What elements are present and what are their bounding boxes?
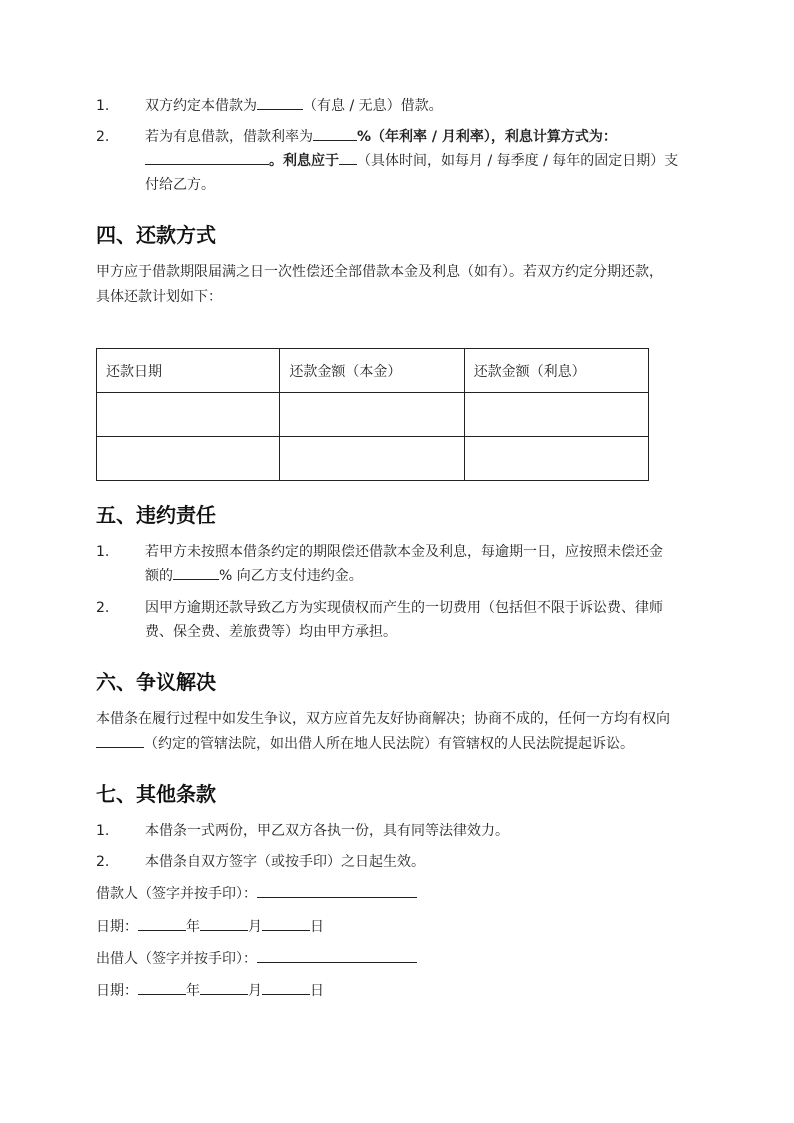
item-text: % 向乙方支付违约金。	[219, 568, 363, 584]
signature-field[interactable]	[257, 883, 417, 898]
interest-item-1	[96, 94, 700, 118]
item-text: 因甲方逾期还款导致乙方为实现债权而产生的一切费用（包括但不限于诉讼费、律师	[145, 600, 663, 616]
liability-item-1	[96, 540, 700, 588]
item-number: 1.	[96, 823, 110, 839]
blank-field	[257, 95, 303, 110]
signature-label: 借款人（签字并按手印）：	[96, 886, 257, 902]
item-text: （具体时间，如每月 / 每季度 / 每年的固定日期）支	[357, 153, 679, 169]
blank-field	[339, 150, 357, 165]
lender-signature-line	[96, 948, 417, 970]
section-title-other: 七、其他条款	[96, 782, 216, 806]
section-title-repayment: 四、还款方式	[96, 223, 216, 247]
item-text: 付给乙方。	[145, 177, 215, 193]
day-label: 日	[310, 983, 324, 999]
year-field[interactable]	[138, 980, 186, 995]
repayment-table	[96, 348, 649, 481]
signature-field[interactable]	[257, 948, 417, 963]
other-item-2	[96, 850, 700, 874]
item-number: 2.	[96, 600, 110, 616]
dispute-paragraph	[96, 707, 700, 757]
day-field[interactable]	[262, 980, 310, 995]
paragraph-line: 甲方应于借款期限届满之日一次性偿还全部借款本金及利息（如有）。若双方约定分期还款，	[96, 264, 663, 280]
year-label: 年	[186, 919, 200, 935]
table-header-cell: 还款日期	[97, 349, 280, 393]
item-text: 本借条自双方签字（或按手印）之日起生效。	[145, 854, 425, 870]
liability-item-2	[96, 596, 700, 644]
month-field[interactable]	[200, 980, 248, 995]
item-number: 2.	[96, 854, 110, 870]
date-label: 日期：	[96, 919, 138, 935]
table-header-cell: 还款金额（本金）	[280, 349, 464, 393]
item-number: 1.	[96, 98, 110, 114]
table-cell[interactable]	[464, 437, 648, 481]
month-label: 月	[248, 919, 262, 935]
lender-date-line	[96, 980, 324, 1002]
borrower-signature-line	[96, 883, 417, 905]
borrower-date-line	[96, 916, 324, 938]
paragraph-line: 具体还款计划如下：	[96, 289, 222, 305]
interest-item-2	[96, 125, 700, 197]
date-label: 日期：	[96, 983, 138, 999]
repayment-paragraph	[96, 260, 700, 310]
paragraph-line: 本借条在履行过程中如发生争议，双方应首先友好协商解决；协商不成的，任何一方均有权向	[96, 711, 670, 727]
item-text: 双方约定本借款为	[145, 98, 257, 114]
day-field[interactable]	[262, 916, 310, 931]
section-title-dispute: 六、争议解决	[96, 670, 216, 694]
table-cell[interactable]	[280, 393, 464, 437]
month-field[interactable]	[200, 916, 248, 931]
table-cell[interactable]	[97, 437, 280, 481]
item-text: 本借条一式两份，甲乙双方各执一份，具有同等法律效力。	[145, 823, 509, 839]
item-text: 费、保全费、差旅费等）均由甲方承担。	[145, 624, 397, 640]
blank-field	[96, 733, 144, 748]
table-header-cell: 还款金额（利息）	[464, 349, 648, 393]
item-text: 若甲方未按照本借条约定的期限偿还借款本金及利息，每逾期一日，应按照未偿还金	[145, 544, 663, 560]
signature-label: 出借人（签字并按手印）：	[96, 951, 257, 967]
month-label: 月	[248, 983, 262, 999]
item-number: 1.	[96, 544, 110, 560]
item-number: 2.	[96, 129, 110, 145]
item-text: 额的	[145, 568, 173, 584]
table-cell[interactable]	[97, 393, 280, 437]
blank-field	[145, 150, 269, 165]
year-label: 年	[186, 983, 200, 999]
other-item-1	[96, 819, 700, 843]
day-label: 日	[310, 919, 324, 935]
table-row	[97, 437, 649, 481]
blank-field	[313, 126, 357, 141]
section-title-liability: 五、违约责任	[96, 503, 216, 527]
item-text-bold: %（年利率 / 月利率），利息计算方式为：	[357, 129, 617, 145]
year-field[interactable]	[138, 916, 186, 931]
table-row	[97, 393, 649, 437]
blank-field	[173, 565, 219, 580]
item-text: （有息 / 无息）借款。	[303, 98, 443, 114]
item-text-bold: 。利息应于	[269, 153, 339, 169]
item-text: 若为有息借款，借款利率为	[145, 129, 313, 145]
paragraph-line: （约定的管辖法院，如出借人所在地人民法院）有管辖权的人民法院提起诉讼。	[144, 736, 634, 752]
table-header-row	[97, 349, 649, 393]
table-cell[interactable]	[280, 437, 464, 481]
table-cell[interactable]	[464, 393, 648, 437]
